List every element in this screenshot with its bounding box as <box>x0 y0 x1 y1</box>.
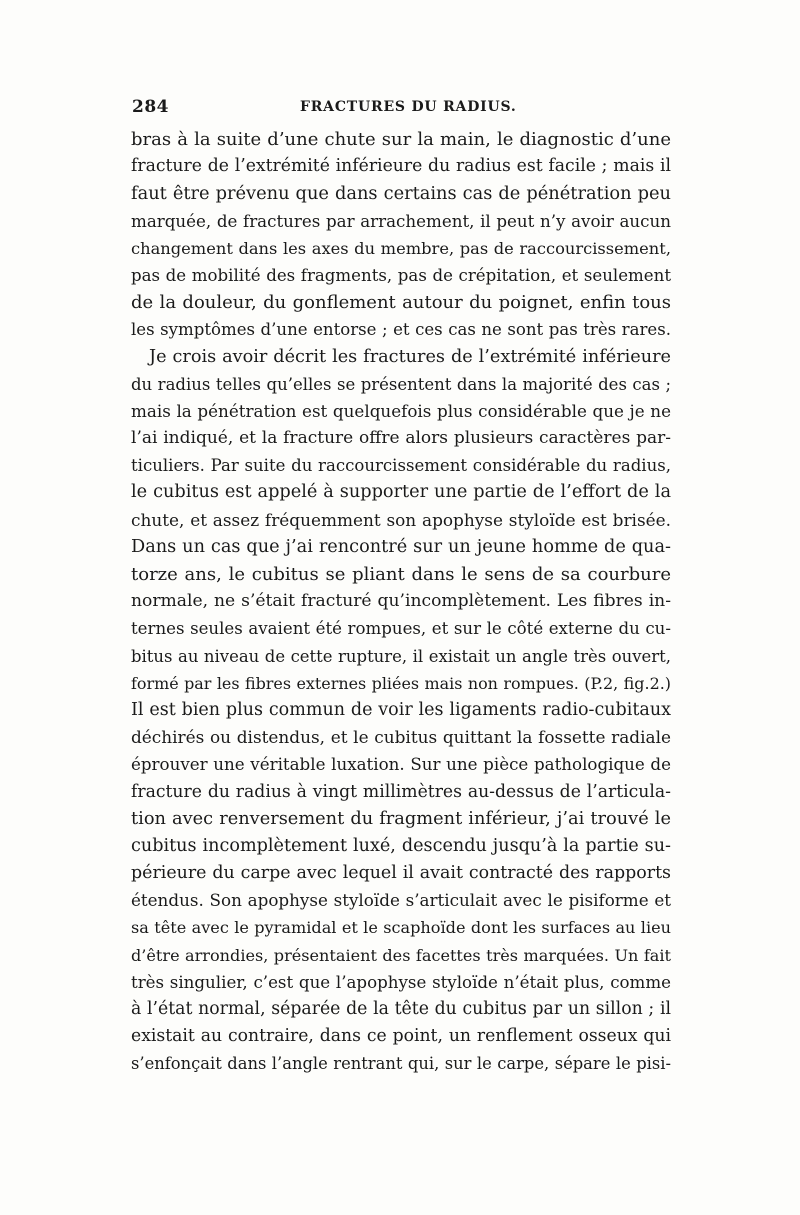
text-line: ticuliers. Par suite du raccourcissement considérable du radius, <box>131 456 671 476</box>
page-number: 284 <box>132 97 169 117</box>
text-line: déchirés ou distendus, et le cubitus quittant la fossette radiale <box>131 727 671 748</box>
text-line: le cubitus est appelé à supporter une partie de l’effort de la <box>131 482 671 503</box>
text-line: marquée, de fractures par arrachement, il peut n’y avoir aucun <box>131 210 671 231</box>
text-line: périeure du carpe avec lequel il avait contracté des rapports <box>131 863 671 884</box>
text-line: faut être prévenu que dans certains cas de pénétration peu <box>131 183 671 205</box>
text-line: s’enfonçait dans l’angle rentrant qui, sur le carpe, sépare le pisi- <box>131 1054 671 1074</box>
text-line: torze ans, le cubitus se pliant dans le sens de sa courbure <box>131 564 671 585</box>
text-line: étendus. Son apophyse styloïde s’articulait avec le pisiforme et <box>131 890 671 911</box>
text-line: bras à la suite d’une chute sur la main, le diagnostic d’une <box>131 129 671 150</box>
text-line: changement dans les axes du membre, pas de raccourcissement, <box>131 238 671 258</box>
text-line: éprouver une véritable luxation. Sur une pièce pathologique de <box>131 754 671 775</box>
text-line: Il est bien plus commun de voir les ligaments radio-cubitaux <box>131 699 671 720</box>
text-line: pas de mobilité des fragments, pas de crépitation, et seulement <box>131 265 671 285</box>
text-line: fracture de l’extrémité inférieure du radius est facile ; mais il <box>131 156 671 177</box>
text-line: formé par les fibres externes pliées mais non rompues. (P.2, fig.2.) <box>131 673 671 693</box>
text-line: sa tête avec le pyramidal et le scaphoïde dont les surfaces au lieu <box>131 918 671 938</box>
text-line: mais la pénétration est quelquefois plus considérable que je ne <box>131 400 671 421</box>
text-line: très singulier, c’est que l’apophyse styloïde n’était plus, comme <box>131 972 671 992</box>
text-line: à l’état normal, séparée de la tête du cubitus par un sillon ; il <box>131 999 671 1019</box>
text-line: existait au contraire, dans ce point, un renflement osseux qui <box>131 1026 671 1047</box>
page-header <box>132 97 672 121</box>
text-line: fracture du radius à vingt millimètres au-dessus de l’articula- <box>131 781 671 802</box>
text-line: d’être arrondies, présentaient des facettes très marquées. Un fait <box>131 945 671 965</box>
text-line: bitus au niveau de cette rupture, il existait un angle très ouvert, <box>131 646 671 666</box>
text-line: chute, et assez fréquemment son apophyse styloïde est brisée. <box>131 509 671 530</box>
running-title: FRACTURES DU RADIUS. <box>300 99 517 115</box>
text-line: cubitus incomplètement luxé, descendu jusqu’à la partie su- <box>131 835 671 856</box>
text-line: tion avec renversement du fragment inférieur, j’ai trouvé le <box>131 808 671 829</box>
text-line: normale, ne s’était fracturé qu’incomplètement. Les fibres in- <box>131 591 671 612</box>
text-line: de la douleur, du gonflement autour du poignet, enfin tous <box>131 292 671 314</box>
text-line: ternes seules avaient été rompues, et sur le côté externe du cu- <box>131 619 671 639</box>
text-line: l’ai indiqué, et la fracture offre alors plusieurs caractères par- <box>131 428 671 449</box>
body-text <box>131 126 671 1078</box>
text-line: les symptômes d’une entorse ; et ces cas ne sont pas très rares. <box>131 320 671 340</box>
paragraph-start-line: Je crois avoir décrit les fractures de l’extrémité inférieure <box>149 346 671 367</box>
text-line: Dans un cas que j’ai rencontré sur un jeune homme de qua- <box>131 536 671 557</box>
text-line: du radius telles qu’elles se présentent dans la majorité des cas ; <box>131 374 671 394</box>
